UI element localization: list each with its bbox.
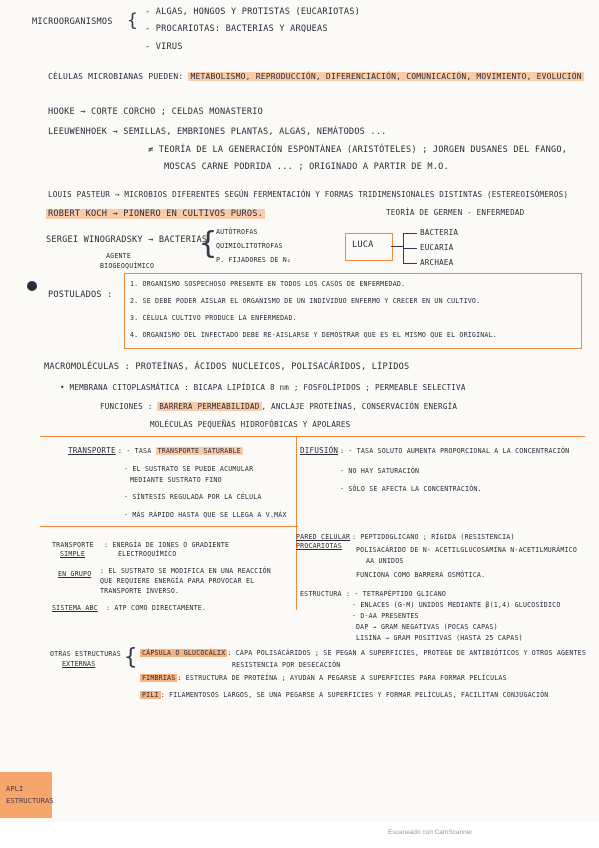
capsula-highlight: CÁPSULA O GLUCOCÁLIX <box>142 649 226 657</box>
tree-branch-1 <box>403 233 417 234</box>
bullet-dot <box>27 281 37 291</box>
postulado-2: 2. SE DEBE PODER AISLAR EL ORGANISMO DE UN INDIVIDUO ENFERMO Y CRECER EN UN CULTIVO. <box>130 297 481 305</box>
koch-highlight: ROBERT KOCH → PIONERO EN CULTIVOS PUROS. <box>48 209 263 219</box>
bacterias-type-2: QUIMIOLITOTROFAS <box>216 242 283 250</box>
macromoleculas-line: MACROMOLÉCULAS : PROTEÍNAS, ÁCIDOS NUCLEICOS, POLISACÁRIDOS, LÍPIDOS <box>44 362 410 372</box>
difusion-a: : - TASA SOLUTO AUMENTA PROPORCIONAL A LA CONCENTRACIÓN <box>340 447 570 455</box>
difusion-label: DIFUSIÓN <box>300 446 339 455</box>
estructura-heading: ESTRUCTURA <box>300 590 342 598</box>
grupo-label: EN GRUPO <box>58 570 92 578</box>
abc-label: SISTEMA ABC <box>52 604 98 612</box>
grid-top-line <box>40 436 585 437</box>
grupo-heading <box>58 569 91 580</box>
funciones-label: FUNCIONES : <box>100 402 153 411</box>
koch-line <box>46 209 265 220</box>
grupo-text-3: TRANSPORTE INVERSO. <box>100 587 180 595</box>
brace: { <box>127 10 139 31</box>
simple-text-1: : ENERGÍA DE IONES O GRADIENTE <box>104 541 230 549</box>
transporte-a <box>118 446 243 457</box>
tree-branch-2 <box>403 248 417 249</box>
grupo-text-2: QUE REQUIERE ENERGÍA PARA PROVOCAR EL <box>100 577 255 585</box>
bacterias-type-3: P. FIJADORES DE N₂ <box>216 256 292 264</box>
grid-divider <box>296 436 297 610</box>
pili-line <box>140 690 548 701</box>
postulado-4: 4. ORGANISMO DEL INFECTADO DEBE RE-AISLARSE Y DEMOSTRAR QUE ES EL MISMO QUE EL ORIGINAL. <box>130 331 497 339</box>
celulas-highlight: METABOLISMO, REPRODUCCIÓN, DIFERENCIACIÓN, COMUNICACIÓN, MOVIMIENTO, EVOLUCIÓN <box>190 72 582 81</box>
domain-eucaria: EUCARIA <box>420 243 454 252</box>
hooke-line: HOOKE → CORTE CORCHO ; CELDAS MONASTERIO <box>48 107 263 117</box>
micro-line-3: - VIRUS <box>145 42 183 52</box>
difusion-heading <box>300 445 338 456</box>
transporte-a-highlight: TRANSPORTE SATURABLE <box>157 447 241 455</box>
postulados-heading: POSTULADOS : <box>48 290 113 300</box>
grupo-text-1: : EL SUSTRATO SE MODIFICA EN UNA REACCIÓN <box>100 567 271 575</box>
externas-heading-2 <box>62 659 95 670</box>
winogradsky-line: SERGEI WINOGRADSKY → BACTERIAS <box>46 235 208 245</box>
funciones-line <box>100 401 457 412</box>
externas-brace: { <box>124 645 138 670</box>
pared-label-1: PARED CELULAR <box>296 533 351 541</box>
externas-label: EXTERNAS <box>62 660 96 668</box>
transporte-a-text: : - TASA <box>118 447 152 455</box>
corner-tab <box>0 772 52 818</box>
tree-branch-3 <box>403 263 417 264</box>
fimbrias-text: : ESTRUCTURA DE PROTEÍNA ; AYUDAN A PEGARSE A SUPERFICIES PARA FORMAR PELÍCULAS <box>177 674 507 682</box>
celulas-pre: CÉLULAS MICROBIANAS PUEDEN: <box>48 72 184 81</box>
pared-text-1: : PEPTIDOGLICANO ; RÍGIDA (RESISTENCIA) <box>352 533 515 541</box>
postulado-3: 3. CÉLULA CULTIVO PRODUCE LA ENFERMEDAD. <box>130 314 297 322</box>
capsula-line <box>140 648 586 659</box>
pili-highlight: PILI <box>142 691 159 699</box>
simple-label: SIMPLE <box>60 550 86 558</box>
leeuwenhoek-line-1: LEEUWENHOEK → SEMILLAS, EMBRIONES PLANTAS, ALGAS, NEMÁTODOS ... <box>48 127 387 137</box>
transporte-b1: - EL SUSTRATO SE PUEDE ACUMULAR <box>124 465 254 473</box>
microorganismos-heading: MICROORGANISMOS <box>32 17 113 27</box>
estructura-1: : - TETRAPÉPTIDO GLICANO <box>346 590 447 598</box>
moleculas-line: MOLÉCULAS PEQUEÑAS HIDROFÓBICAS Y APOLARES <box>150 420 351 429</box>
corner-label-2: ESTRUCTURAS <box>6 796 54 805</box>
difusion-b: - NO HAY SATURACIÓN <box>340 467 420 475</box>
pared-text-3: AA UNIDOS <box>366 557 404 565</box>
micro-line-2: - PROCARIOTAS: BACTERIAS Y ARQUEAS <box>145 24 328 34</box>
estructura-2: - ENLACES (G-M) UNIDOS MEDIANTE β(1,4) GLUCOSÍDICO <box>352 601 561 609</box>
estructura-4: DAP → GRAM NEGATIVAS (POCAS CAPAS) <box>356 623 498 631</box>
fimbrias-line <box>140 673 507 684</box>
leeuwenhoek-line-2: ≠ TEORÍA DE LA GENERACIÓN ESPONTÁNEA (ARISTÓTELES) ; JORGEN DUSANES DEL FANGO, <box>148 145 568 155</box>
tree-stem <box>391 246 403 247</box>
transporte-d: - MÁS RÁPIDO HASTA QUE SE LLEGA A V.MÁX <box>124 511 287 519</box>
pared-label-2: PROCARIOTAS <box>296 542 342 550</box>
pared-heading-2 <box>296 541 342 552</box>
pasteur-line: LOUIS PASTEUR → MICROBIOS DIFERENTES SEGÚN FERMENTACIÓN Y FORMAS TRIDIMENSIONALES DISTINTAS (ESTEREOISÓMEROS) <box>48 190 569 199</box>
abc-heading <box>52 603 98 614</box>
funciones-highlight: BARRERA PERMEABILIDAD <box>159 402 260 411</box>
leeuwenhoek-line-3: MOSCAS CARNE PODRIDA ... ; ORIGINADO A PARTIR DE M.O. <box>164 162 449 172</box>
transporte-heading <box>68 445 116 456</box>
difusion-c: - SÓLO SE AFECTA LA CONCENTRACIÓN. <box>340 485 482 493</box>
agente-label: AGENTE <box>106 252 132 260</box>
transporte-b2: MEDIANTE SUSTRATO FINO <box>130 476 222 484</box>
bacterias-type-1: AUTÓTROFAS <box>216 228 258 236</box>
scanner-footer: Escaneado con CamScanner <box>388 829 473 836</box>
transporte-c: - SÍNTESIS REGULADA POR LA CÉLULA <box>124 493 262 501</box>
funciones-rest: , ANCLAJE PROTEÍNAS, CONSERVACIÓN ENERGÍA <box>261 402 458 411</box>
estructura-3: - D-AA PRESENTES <box>352 612 419 620</box>
luca-label: LUCA <box>352 240 374 250</box>
capsula-text: : CAPA POLISACÁRIDOS ; SE PEGAN A SUPERFICIES, PROTEGE DE ANTIBIÓTICOS Y OTROS AGENTES <box>227 649 587 657</box>
corner-label-1: APLI <box>6 784 24 793</box>
transporte-label: TRANSPORTE <box>68 446 116 455</box>
simple-text-2: ELECTROQUÍMICO <box>118 550 177 558</box>
simple-heading-2 <box>60 549 85 560</box>
celulas-line <box>48 71 584 82</box>
postulado-1: 1. ORGANISMO SOSPECHOSO PRESENTE EN TODOS LOS CASOS DE ENFERMEDAD. <box>130 280 406 288</box>
externas-heading-1: OTRAS ESTRUCTURAS <box>50 650 121 658</box>
pili-text: : FILAMENTOSOS LARGOS, SE UNA PEGARSE A SUPERFICIES Y FORMAR PELÍCULAS, FACILITAN CONJUGACIÓN <box>160 691 549 699</box>
capsula-line-2: RESISTENCIA POR DESECACIÓN <box>232 661 341 669</box>
abc-text: : ATP COMO DIRECTAMENTE. <box>106 604 207 612</box>
pared-text-4: FUNCIONA COMO BARRERA OSMÓTICA. <box>356 571 486 579</box>
teoria-germen: TEORÍA DE GERMEN - ENFERMEDAD <box>386 208 525 217</box>
grid-mid-line <box>40 526 298 527</box>
membrana-line: • MEMBRANA CITOPLASMÁTICA : BICAPA LIPÍDICA 8 nm ; FOSFOLÍPIDOS ; PERMEABLE SELECTIVA <box>60 383 466 392</box>
fimbrias-highlight: FIMBRIAS <box>142 674 176 682</box>
agente-label-2: BIOGEOQUÍMICO <box>100 262 155 270</box>
domain-archaea: ARCHAEA <box>420 258 454 267</box>
estructura-5: LISINA → GRAM POSITIVAS (HASTA 25 CAPAS) <box>356 634 523 642</box>
simple-heading-1: TRANSPORTE <box>52 541 94 549</box>
micro-line-1: - ALGAS, HONGOS Y PROTISTAS (EUCARIOTAS) <box>145 7 360 17</box>
domain-bacteria: BACTERIA <box>420 228 459 237</box>
bacterias-brace: { <box>199 226 218 261</box>
pared-text-2: POLISACÁRIDO DE N- ACETILGLUCOSAMINA N-ACETILMURÁMICO <box>356 546 577 554</box>
